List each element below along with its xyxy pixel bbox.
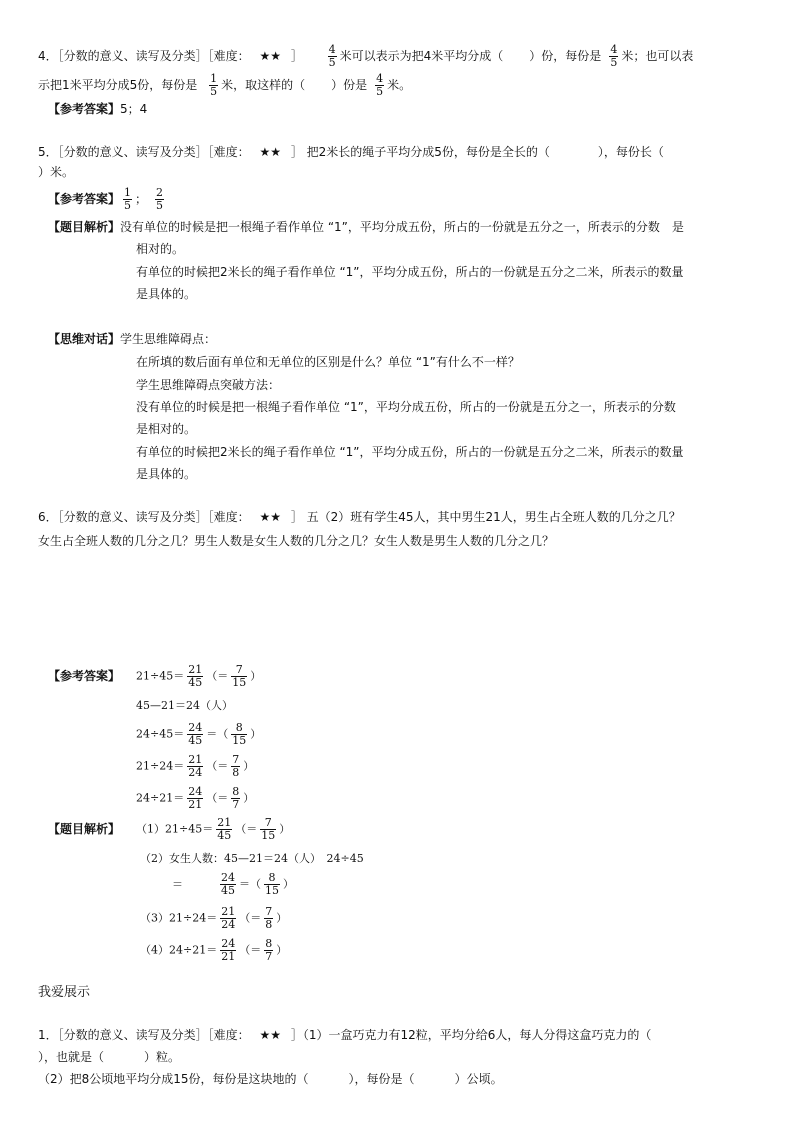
fraction: $\frac{4}{5}$ [610,43,618,69]
q6-analysis-row: （3）21÷24＝ $\frac{21}{24}$ （＝ $\frac{7}{8}$ ） [140,905,288,931]
q6-analysis-row: （2）女生人数：45—21＝24（人） 24÷45 [140,852,364,865]
q5-answer: 【参考答案】 $\frac{1}{5}$ ； $\frac{2}{5}$ [48,186,164,212]
fraction: $\frac{21}{24}$ [188,753,203,779]
fraction: $\frac{7}{8}$ [232,753,240,779]
difficulty-stars: ★★ [259,49,281,63]
q6-answer-row: 24÷21＝ $\frac{24}{21}$ （＝ $\frac{8}{7}$ ） [136,785,255,811]
fraction: $\frac{1}{5}$ [124,186,132,212]
fraction: $\frac{8}{15}$ [265,871,279,897]
fraction: $\frac{21}{45}$ [188,663,203,689]
q6-analysis-label: 【题目解析】 [48,822,121,836]
s1-line2: ），也就是（ ）粒。 [38,1050,181,1064]
q5-analysis-1: 【题目解析】没有单位的时候是把一根绳子看作单位 “1”，平均分成五份，所占的一份就是五分之一，所表示的分数 是 [48,220,684,234]
s1-line3: （2）把8公顷地平均分成15份，每份是这块地的（ ），每份是（ ）公顷。 [38,1072,503,1086]
fraction: $\frac{2}{5}$ [156,186,164,212]
fraction: $\frac{8}{15}$ [232,721,247,747]
fraction: $\frac{4}{5}$ [376,72,384,98]
q6-answer-row: 21÷24＝ $\frac{21}{24}$ （＝ $\frac{7}{8}$ ） [136,753,255,779]
fraction: $\frac{21}{45}$ [217,816,232,842]
q6-analysis-row: ＝ $\frac{24}{45}$ ＝（ $\frac{8}{15}$ ） [172,871,294,897]
q5-line1: 5．［分数的意义、读写及分类］［难度： ★★ ］ 把2米长的绳子平均分成5份，每份是全长的（ ），每份长（ [38,145,664,159]
fraction: $\frac{7}{8}$ [265,905,273,931]
difficulty-stars: ★★ [259,1028,281,1042]
fraction: $\frac{7}{15}$ [232,663,247,689]
fraction: $\frac{4}{5}$ [328,43,336,69]
q4-line2: 示把1米平均分成5份，每份是 $\frac{1}{5}$ 米，取这样的（ ）份是 $\frac{4}{5}$ 米。 [38,72,412,98]
q5-dialog-4: 没有单位的时候是把一根绳子看作单位 “1”，平均分成五份，所占的一份就是五分之一，所表示的分数 [136,400,676,414]
q5-dialog-5: 是相对的。 [136,422,197,436]
fraction: $\frac{7}{15}$ [261,816,276,842]
fraction: $\frac{1}{5}$ [210,72,218,98]
fraction: $\frac{24}{45}$ [188,721,203,747]
q5-analysis-2: 相对的。 [136,242,185,256]
q5-dialog-6: 有单位的时候把2米长的绳子看作单位 “1”，平均分成五份，所占的一份就是五分之二米，所表示的数量 [136,445,684,459]
fraction: $\frac{24}{21}$ [188,785,203,811]
q5-analysis-4: 是具体的。 [136,287,197,301]
q6-line1: 6．［分数的意义、读写及分类］［难度： ★★ ］ 五（2）班有学生45人，其中男生21人，男生占全班人数的几分之几？ [38,510,681,524]
fraction: $\frac{24}{45}$ [221,871,235,897]
fraction: $\frac{24}{21}$ [221,937,236,963]
fraction: $\frac{8}{7}$ [265,937,273,963]
fraction: $\frac{8}{7}$ [232,785,240,811]
q5-dialog-3: 学生思维障碍点突破方法： [136,378,281,392]
q6-analysis-row: （1）21÷45＝ $\frac{21}{45}$ （＝ $\frac{7}{15}$ ） [136,816,291,842]
q5-dialog-1: 【思维对话】学生思维障碍点： [48,332,217,346]
difficulty-stars: ★★ [259,510,281,524]
q6-answer-row: 21÷45＝ $\frac{21}{45}$ （＝ $\frac{7}{15}$ ） [136,663,262,689]
fraction: $\frac{21}{24}$ [221,905,236,931]
difficulty-stars: ★★ [259,145,281,159]
q6-answer-label: 【参考答案】 [48,669,121,683]
section-title: 我爱展示 [38,985,91,1000]
s1-line1: 1．［分数的意义、读写及分类］［难度： ★★ ］（1）一盒巧克力有12粒，平均分给6人，每人分得这盒巧克力的（ [38,1028,652,1042]
q6-line2: 女生占全班人数的几分之几？男生人数是女生人数的几分之几？女生人数是男生人数的几分之几？ [38,534,555,548]
q4-answer: 【参考答案】5；4 [48,102,148,116]
q5-line2: ）米。 [38,165,75,179]
q6-answer-row: 24÷45＝ $\frac{24}{45}$ ＝（ $\frac{8}{15}$ ） [136,721,262,747]
q5-analysis-3: 有单位的时候把2米长的绳子看作单位 “1”，平均分成五份，所占的一份就是五分之二米，所表示的数量 [136,265,684,279]
q6-answer-row: 45—21＝24（人） [136,699,233,712]
q6-analysis-row: （4）24÷21＝ $\frac{24}{21}$ （＝ $\frac{8}{7}$ ） [140,937,288,963]
q4-line1: 4．［分数的意义、读写及分类］［难度： ★★ ］ $\frac{4}{5}$ 米可以表示为把4米平均分成（ ）份，每份是 $\frac{4}{5}$ 米；也可以表 [38,43,694,69]
q5-dialog-2: 在所填的数后面有单位和无单位的区别是什么？单位 “1”有什么不一样？ [136,355,520,369]
q5-dialog-7: 是具体的。 [136,467,197,481]
